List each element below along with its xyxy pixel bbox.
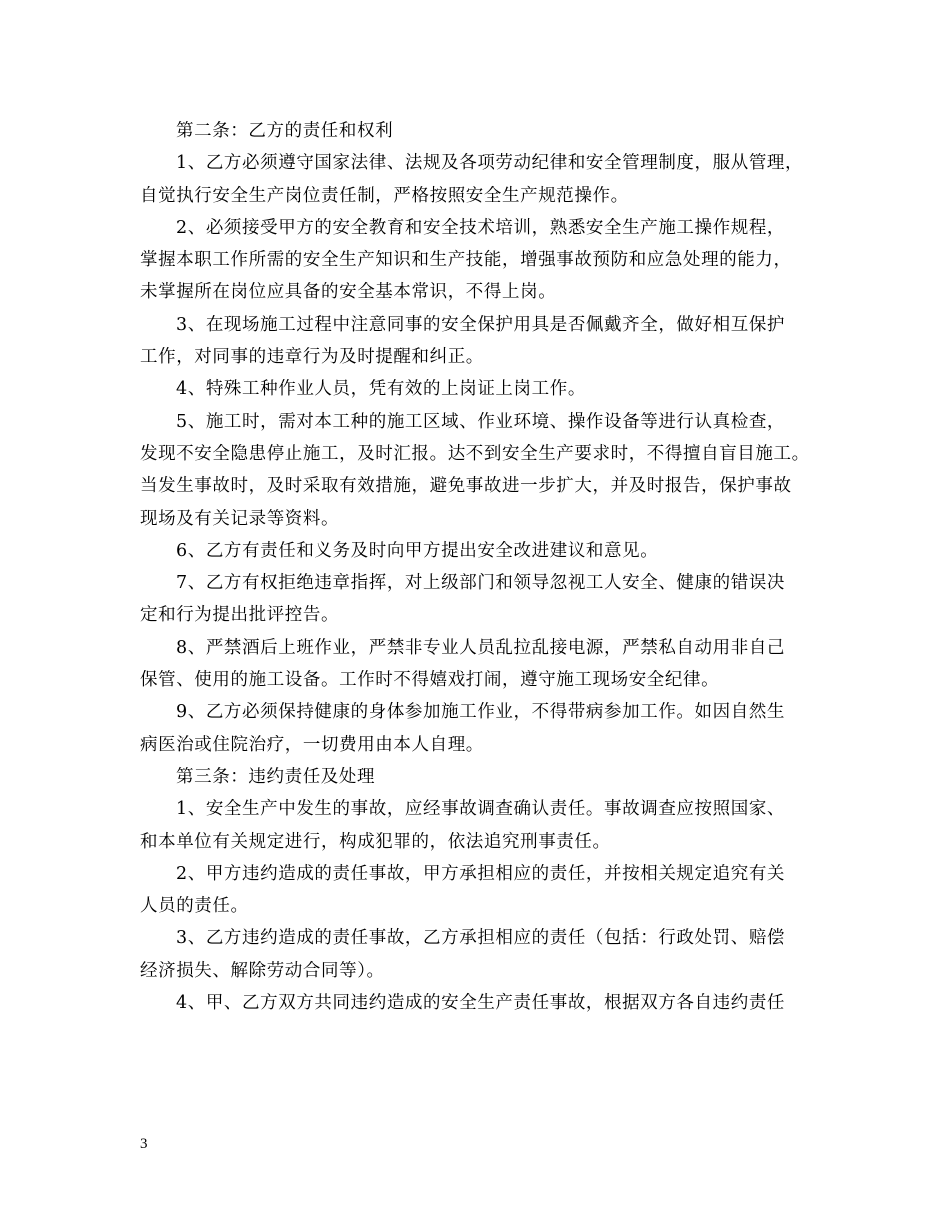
text-line: 保管、使用的施工设备。工作时不得嬉戏打闹，遵守施工现场安全纪律。 [140,670,720,691]
text-line: 发现不安全隐患停止施工，及时汇报。达不到安全生产要求时，不得擅自盲目施工。 [140,443,810,464]
text-line: 4、特殊工种作业人员，凭有效的上岗证上岗工作。 [176,379,586,400]
text-line: 和本单位有关规定进行，构成犯罪的，依法追究刑事责任。 [140,831,611,852]
text-line: 1、乙方必须遵守国家法律、法规及各项劳动纪律和安全管理制度，服从管理， [176,153,804,174]
text-line: 3、在现场施工过程中注意同事的安全保护用具是否佩戴齐全，做好相互保护 [176,314,786,335]
text-line: 4、甲、乙方双方共同违约造成的安全生产责任事故，根据双方各自违约责任 [176,993,786,1014]
text-line: 自觉执行安全生产岗位责任制，严格按照安全生产规范操作。 [140,185,629,206]
text-line: 1、安全生产中发生的事故，应经事故调查确认责任。事故调查应按照国家、 [176,799,786,820]
text-line: 3、乙方违约造成的责任事故，乙方承担相应的责任（包括：行政处罚、赔偿 [176,928,786,949]
text-line: 掌握本职工作所需的安全生产知识和生产技能，增强事故预防和应急处理的能力， [140,250,792,271]
document-body [140,115,830,1019]
text-line: 2、必须接受甲方的安全教育和安全技术培训，熟悉安全生产施工操作规程， [176,217,786,238]
text-line: 9、乙方必须保持健康的身体参加施工作业，不得带病参加工作。如因自然生 [176,702,786,723]
text-line: 2、甲方违约造成的责任事故，甲方承担相应的责任，并按相关规定追究有关 [176,863,786,884]
text-line: 当发生事故时，及时采取有效措施，避免事故进一步扩大，并及时报告，保护事故 [140,476,792,497]
text-line: 病医治或住院治疗，一切费用由本人自理。 [140,734,484,755]
text-line: 8、严禁酒后上班作业，严禁非专业人员乱拉乱接电源，严禁私自动用非自己 [176,637,786,658]
text-line: 工作，对同事的违章行为及时提醒和纠正。 [140,347,484,368]
text-line: 未掌握所在岗位应具备的安全基本常识，不得上岗。 [140,282,557,303]
text-line: 定和行为提出批评控告。 [140,605,340,626]
text-line: 第二条：乙方的责任和权利 [176,121,394,141]
text-line: 人员的责任。 [140,896,249,917]
text-line: 经济损失、解除劳动合同等）。 [140,960,385,981]
text-line: 第三条：违约责任及处理 [176,766,376,787]
page-number: 3 [140,1136,148,1152]
text-line: 6、乙方有责任和义务及时向甲方提出安全改进建议和意见。 [176,540,659,561]
text-line: 5、施工时，需对本工种的施工区域、作业环境、操作设备等进行认真检查， [176,411,786,432]
text-line: 7、乙方有权拒绝违章指挥，对上级部门和领导忽视工人安全、健康的错误决 [176,573,786,594]
text-line: 现场及有关记录等资料。 [140,508,340,529]
